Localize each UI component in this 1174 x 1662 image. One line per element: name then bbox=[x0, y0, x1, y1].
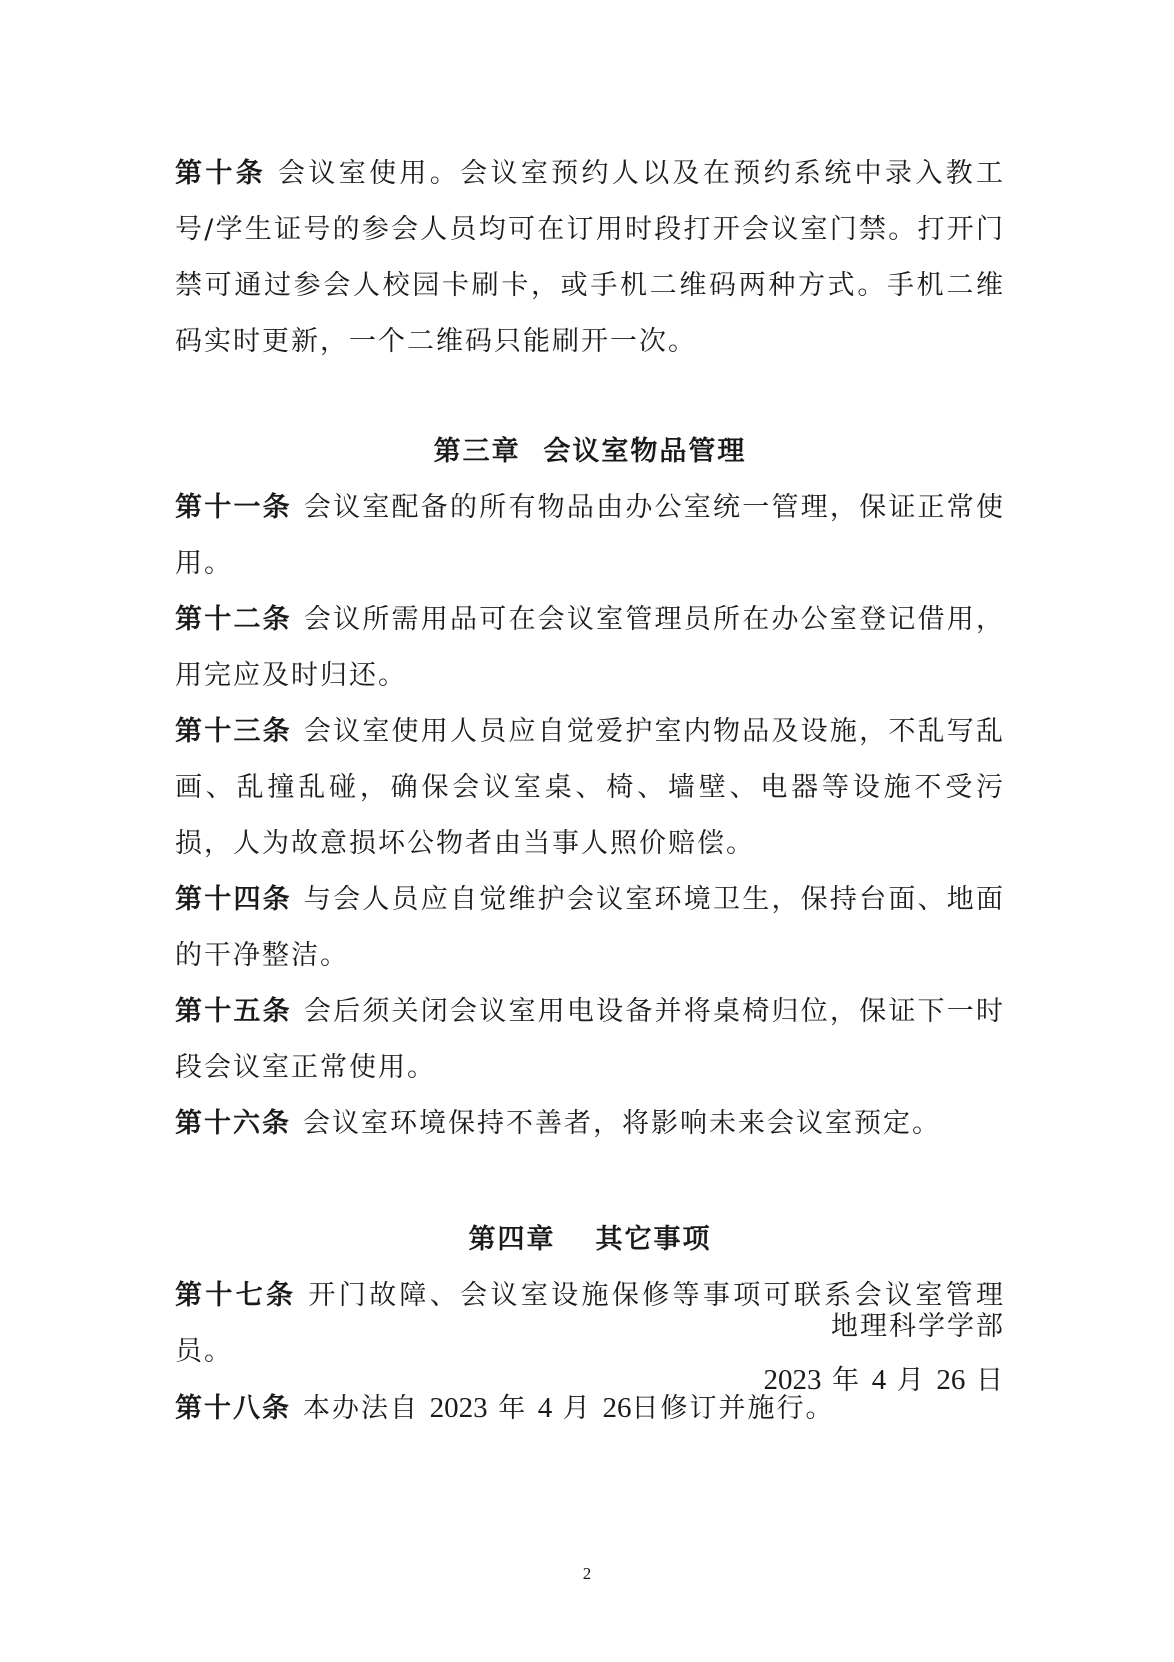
article-text: 与会人员应自觉维护会议室环境卫生，保持台面、地面的干净整洁。 bbox=[175, 884, 1006, 971]
article-label: 第十四条 bbox=[175, 884, 292, 915]
article-text-end: 日修订并施行。 bbox=[631, 1393, 835, 1424]
article-text: 会后须关闭会议室用电设备并将桌椅归位，保证下一时段会议室正常使用。 bbox=[175, 996, 1006, 1083]
signature-month: 4 bbox=[871, 1364, 887, 1396]
page-number: 2 bbox=[582, 1564, 592, 1583]
article-11 bbox=[175, 480, 1005, 592]
article-10 bbox=[175, 146, 1005, 370]
article-label: 第十条 bbox=[175, 158, 267, 189]
signature-date bbox=[764, 1358, 1005, 1397]
article-label: 第十八条 bbox=[175, 1393, 291, 1424]
article-label: 第十五条 bbox=[175, 996, 292, 1027]
document-body bbox=[175, 146, 1005, 1437]
article-text: 会议室环境保持不善者，将影响未来会议室预定。 bbox=[303, 1108, 941, 1139]
article-text: 本办法自 bbox=[303, 1393, 419, 1424]
chapter-number: 第四章 bbox=[468, 1224, 556, 1255]
article-label: 第十六条 bbox=[175, 1108, 291, 1139]
chapter-3-heading: 第三章 会议室物品管理 bbox=[433, 436, 747, 467]
chapter-title: 其它事项 bbox=[595, 1224, 712, 1255]
article-text: 会议室配备的所有物品由办公室统一管理，保证正常使用。 bbox=[175, 492, 1006, 579]
article-16 bbox=[175, 1096, 1005, 1152]
signature-year: 2023 bbox=[763, 1364, 822, 1396]
article-text: 会议室使用人员应自觉爱护室内物品及设施，不乱写乱画、乱撞乱碰，确保会议室桌、椅、墙壁、电器等设施不受污损，人为故意损坏公物者由当事人照价赔偿。 bbox=[175, 716, 1006, 859]
signature-org: 地理科学学部 bbox=[831, 1311, 1005, 1342]
chapter-4-heading bbox=[175, 1212, 1005, 1268]
effective-year: 2023 bbox=[429, 1392, 488, 1424]
article-label: 第十七条 bbox=[175, 1280, 297, 1311]
article-text: 开门故障、会议室设施保修等事项可联系会议室管理员。 bbox=[175, 1280, 1006, 1367]
article-13 bbox=[175, 704, 1005, 872]
effective-month: 4 bbox=[537, 1392, 553, 1424]
article-text: 会议所需用品可在会议室管理员所在办公室登记借用，用完应及时归还。 bbox=[175, 604, 1006, 691]
month-char: 月 bbox=[562, 1393, 592, 1424]
article-12 bbox=[175, 592, 1005, 704]
effective-day: 26 bbox=[602, 1392, 632, 1424]
year-char: 年 bbox=[832, 1365, 862, 1396]
month-char: 月 bbox=[896, 1365, 926, 1396]
year-char: 年 bbox=[498, 1393, 528, 1424]
article-label: 第十一条 bbox=[175, 492, 292, 523]
signature-day: 26 bbox=[936, 1364, 966, 1396]
article-15 bbox=[175, 984, 1005, 1096]
day-char: 日 bbox=[976, 1365, 1005, 1396]
article-14 bbox=[175, 872, 1005, 984]
article-label: 第十三条 bbox=[175, 716, 292, 747]
article-label: 第十二条 bbox=[175, 604, 292, 635]
article-text: 会议室使用。会议室预约人以及在预约系统中录入教工号/学生证号的参会人员均可在订用时段打开会议室门禁。打开门禁可通过参会人校园卡刷卡，或手机二维码两种方式。手机二维码实时更新，一个二维码只能刷开一次。 bbox=[175, 158, 1006, 357]
